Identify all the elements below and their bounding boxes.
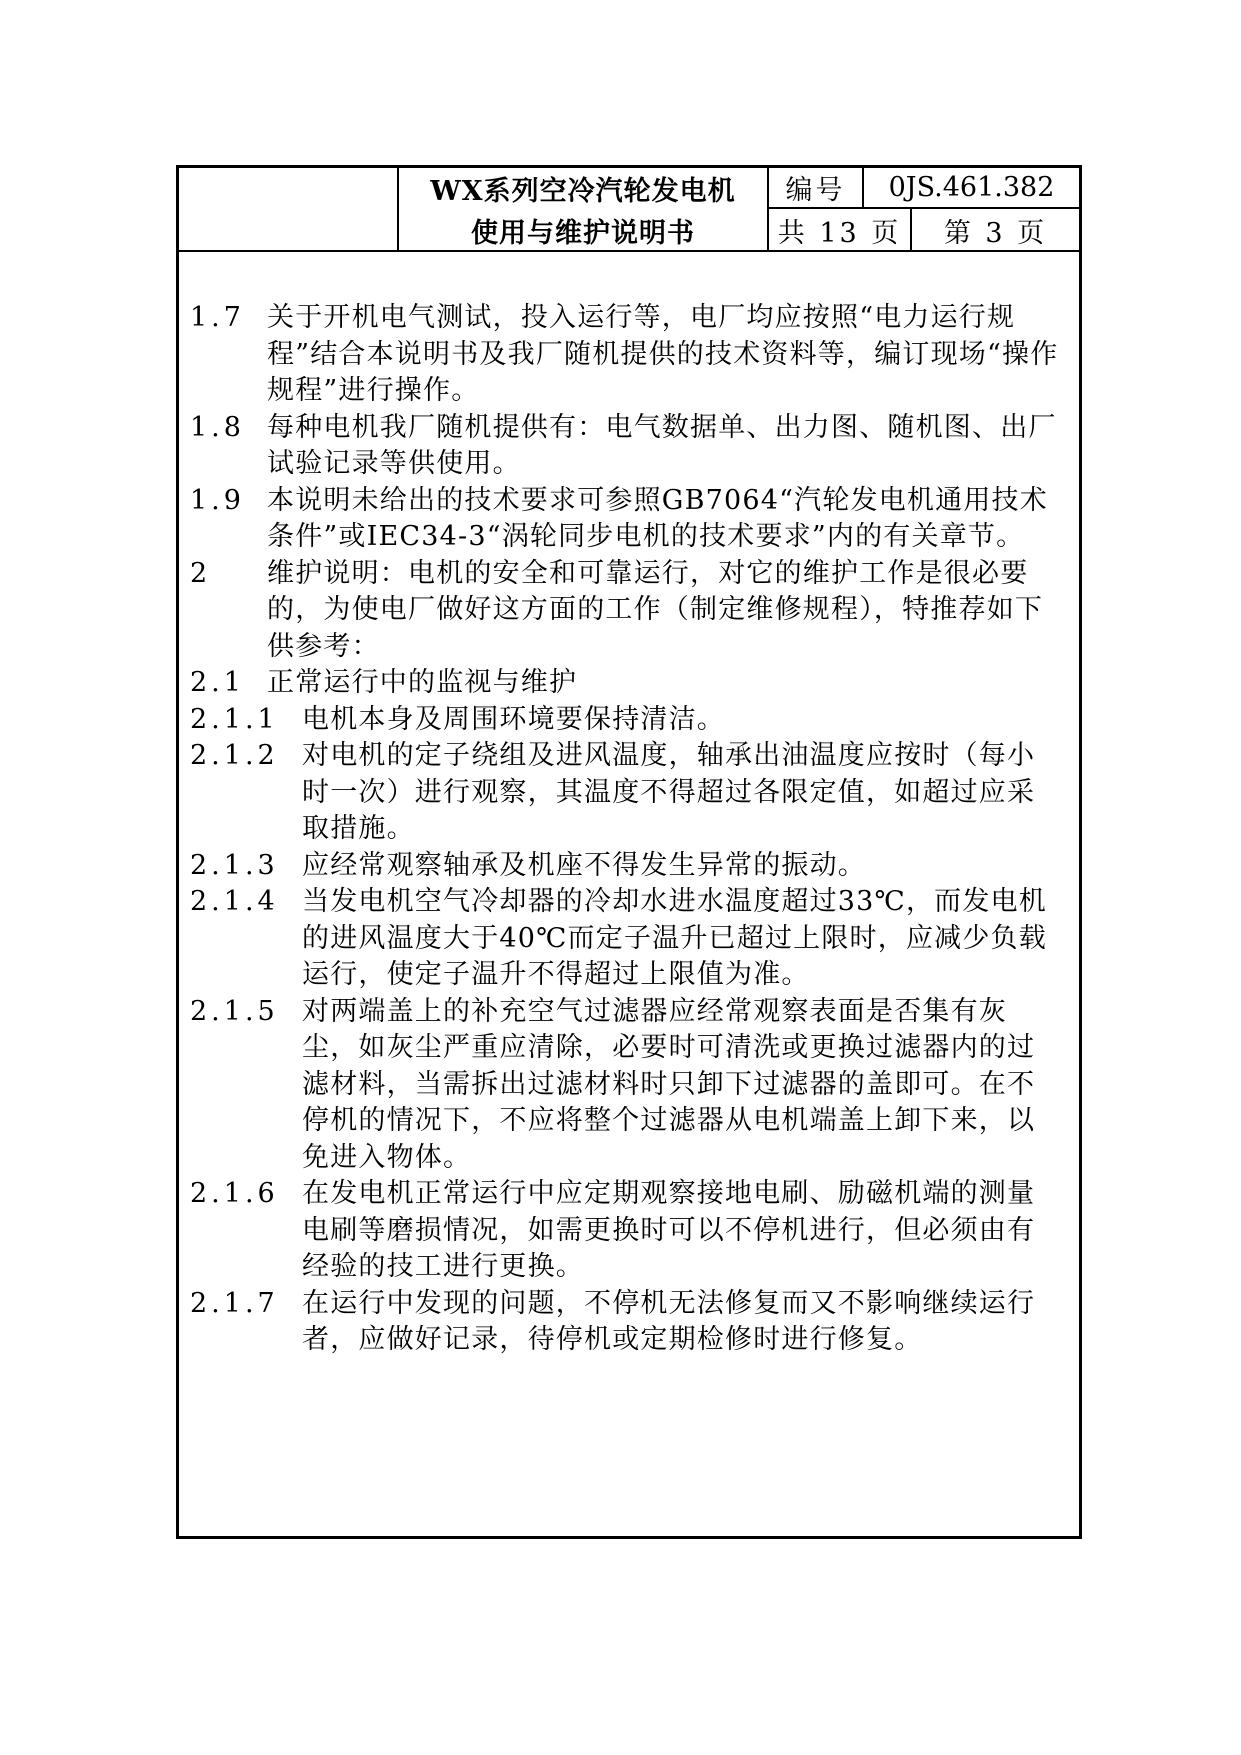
section-item: [179, 1286, 1079, 1359]
section-text: 应经常观察轴承及机座不得发生异常的振动。: [302, 849, 866, 881]
section-text: 在发电机正常运行中应定期观察接地电刷、励磁机端的测量电刷等磨损情况，如需更换时可以不停机进行，但必须由有经验的技工进行更换。: [302, 1178, 1036, 1282]
section-number: 1.8: [190, 411, 245, 443]
section-item: [179, 848, 1079, 885]
section-text: 对两端盖上的补充空气过滤器应经常观察表面是否集有灰尘，如灰尘严重应清除，必要时可清洗或更换过滤器内的过滤材料，当需拆出过滤材料时只卸下过滤器的盖即可。在不停机的情况下，不应将整个过滤器从电机端盖上卸下来，以免进入物体。: [302, 995, 1036, 1173]
section-item: [179, 884, 1079, 994]
section-number: 2.1.7: [190, 1287, 279, 1319]
section-number: 2.1.3: [190, 849, 279, 881]
total-pages: 共 13 页: [777, 218, 902, 249]
section-text: 每种电机我厂随机提供有：电气数据单、出力图、随机图、出厂试验记录等供使用。: [267, 411, 1057, 479]
section-number: 2: [190, 557, 212, 589]
section-item: [179, 410, 1079, 483]
doc-title-line2: 使用与维护说明书: [471, 217, 695, 249]
section-number: 2.1.6: [190, 1178, 279, 1209]
number-label: 编号: [785, 175, 846, 206]
section-text: 对电机的定子绕组及进风温度，轴承出油温度应按时（每小时一次）进行观察，其温度不得超过各限定值，如超过应采取措施。: [302, 740, 1036, 844]
section-text: 维护说明：电机的安全和可靠运行，对它的维护工作是很必要的，为使电厂做好这方面的工作（制定维修规程），特推荐如下供参考：: [267, 557, 1044, 662]
section-number: 1.7: [190, 302, 245, 333]
section-text: 本说明未给出的技术要求可参照GB7064“汽轮发电机通用技术条件”或IEC34-3“涡轮同步电机的技术要求”内的有关章节。: [267, 484, 1048, 552]
section-item: [179, 1176, 1079, 1286]
header-table: [179, 168, 1079, 252]
section-number: 2.1.2: [190, 740, 279, 771]
section-item: [179, 483, 1079, 556]
section-item: [179, 738, 1079, 848]
section-item: [179, 300, 1079, 410]
number-value: 0JS.461.382: [888, 172, 1055, 203]
content-body: [179, 300, 1079, 1359]
section-text: 关于开机电气测试，投入运行等，电厂均应按照“电力运行规程”结合本说明书及我厂随机提供的技术资料等，编订现场“操作规程”进行操作。: [267, 302, 1059, 406]
section-text: 正常运行中的监视与维护: [267, 667, 578, 698]
section-item: [179, 994, 1079, 1177]
section-text: 在运行中发现的问题，不停机无法修复而又不影响继续运行者，应做好记录，待停机或定期检修时进行修复。: [302, 1287, 1036, 1355]
current-page: 第 3 页: [943, 218, 1048, 249]
section-item: [179, 665, 1079, 702]
document-frame: [176, 165, 1082, 1539]
section-item: [179, 556, 1079, 666]
section-number: 1.9: [190, 484, 245, 516]
section-text: 电机本身及周围环境要保持清洁。: [302, 703, 725, 735]
section-number: 2.1.5: [190, 995, 279, 1027]
section-number: 2.1.4: [190, 886, 279, 917]
doc-title-line1: WX系列空冷汽轮发电机: [430, 175, 736, 207]
section-text: 当发电机空气冷却器的冷却水进水温度超过33℃，而发电机的进风温度大于40℃而定子温升已超过上限时，应减少负载运行，使定子温升不得超过上限值为准。: [302, 886, 1047, 990]
section-item: [179, 702, 1079, 739]
section-number: 2.1.1: [190, 703, 279, 735]
section-number: 2.1: [190, 667, 245, 698]
